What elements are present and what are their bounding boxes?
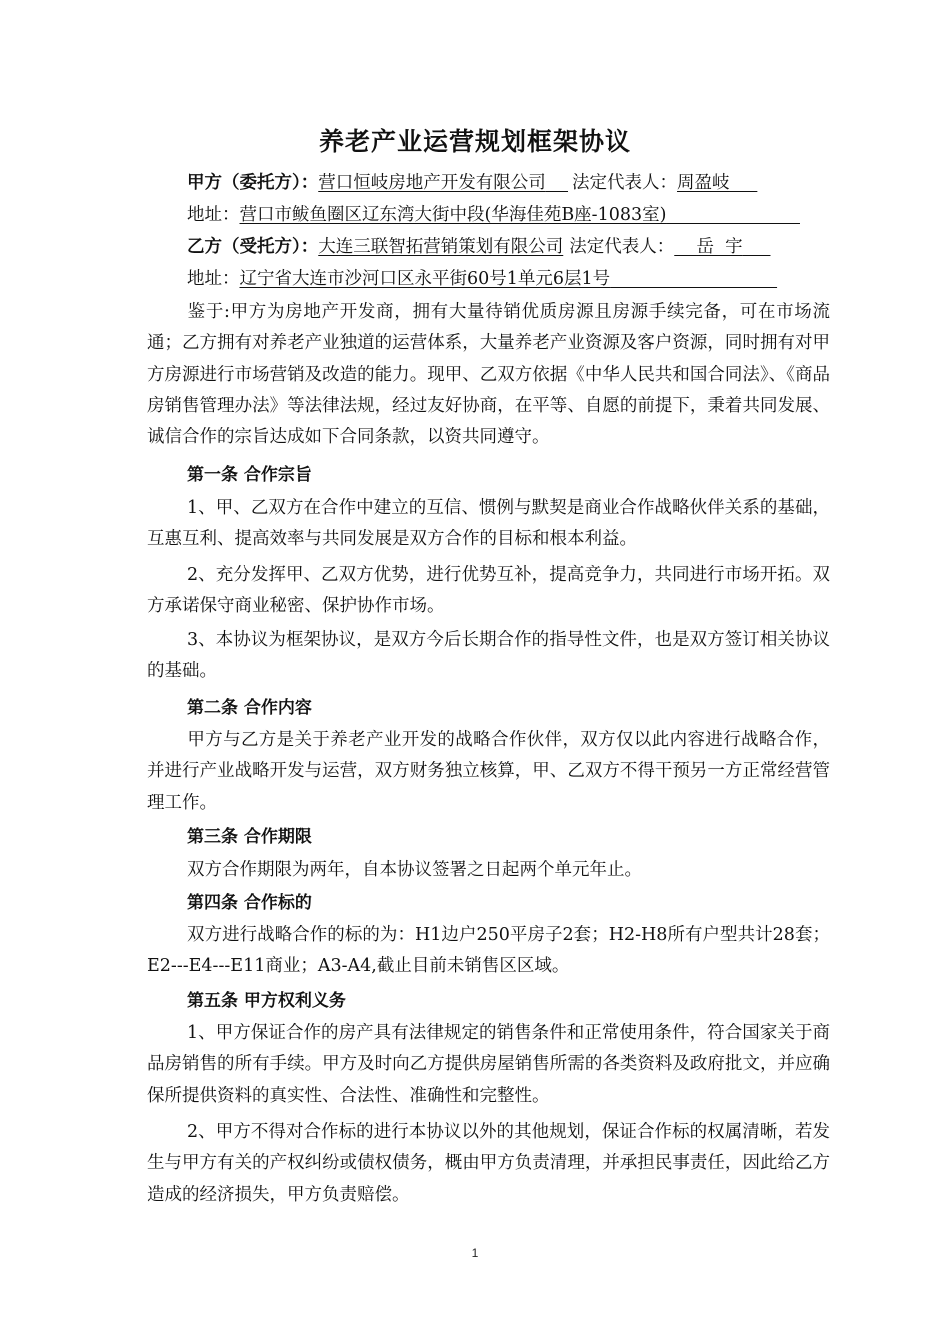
party-a-name: 营口恒岐房地产开发有限公司 xyxy=(318,173,546,193)
preamble-paragraph: 鉴于:甲方为房地产开发商，拥有大量待销优质房源且房源手续完备，可在市场流通；乙方拥有对养老产业独道的运营体系，大量养老产业资源及客户资源，同时拥有对甲方房源进行市场营销及改造的能力。现甲、乙双方依据《中华人民共和国合同法》、《商品房销售管理办法》等法律法规，经过友好协商，在平等、自愿的前提下，秉着共同发展、诚信合作的宗旨达成如下合同条款，以资共同遵守。 xyxy=(147,302,830,448)
party-a-label: 甲方（委托方）： xyxy=(187,173,319,193)
article-4-paragraph-1: 双方进行战略合作的标的为：H1边户250平房子2套；H2-H8所有户型共计28套；E2---E4---E11商业；A3-A4,截止目前未销售区区域。 xyxy=(147,925,830,977)
party-b-address: 辽宁省大连市沙河口区永平街60号1单元6层1号 xyxy=(239,269,611,289)
article-1-paragraph-2: 2、充分发挥甲、乙双方优势，进行优势互补，提高竞争力，共同进行市场开拓。双方承诺保守商业秘密、保护协作市场。 xyxy=(147,565,830,617)
party-b-rep-name: 岳 宇 xyxy=(696,237,743,257)
party-a-line xyxy=(187,171,757,195)
party-a-address-line xyxy=(187,203,800,227)
party-b-label: 乙方（受托方）： xyxy=(187,237,319,257)
party-a-address-label: 地址： xyxy=(187,205,240,225)
party-a-rep-name: 周盈岐 xyxy=(677,173,730,193)
party-a-address: 营口市鲅鱼圈区辽东湾大街中段(华海佳苑B座-1083室) xyxy=(239,205,667,225)
article-2-paragraph-1: 甲方与乙方是关于养老产业开发的战略合作伙伴，双方仅以此内容进行战略合作，并进行产业战略开发与运营，双方财务独立核算，甲、乙双方不得干预另一方正常经营管理工作。 xyxy=(147,730,830,813)
article-4-heading: 第四条 合作标的 xyxy=(187,893,312,913)
article-1-heading: 第一条 合作宗旨 xyxy=(187,465,312,485)
article-5-paragraph-1: 1、甲方保证合作的房产具有法律规定的销售条件和正常使用条件，符合国家关于商品房销售的所有手续。甲方及时向乙方提供房屋销售所需的各类资料及政府批文，并应确保所提供资料的真实性、合法性、准确性和完整性。 xyxy=(147,1023,830,1106)
party-b-address-label: 地址： xyxy=(187,269,240,289)
page-number: 1 xyxy=(471,1246,479,1260)
document-title: 养老产业运营规划框架协议 xyxy=(318,127,631,156)
party-b-line xyxy=(187,235,770,259)
article-3-heading: 第三条 合作期限 xyxy=(187,827,312,847)
party-b-address-line xyxy=(187,267,777,291)
article-1-paragraph-3: 3、本协议为框架协议，是双方今后长期合作的指导性文件，也是双方签订相关协议的基础。 xyxy=(147,630,830,682)
article-2-heading: 第二条 合作内容 xyxy=(187,698,312,718)
article-5-heading: 第五条 甲方权利义务 xyxy=(187,991,346,1011)
article-3-paragraph-1: 双方合作期限为两年，自本协议签署之日起两个单元年止。 xyxy=(187,860,642,880)
party-b-name: 大连三联智拓营销策划有限公司 xyxy=(318,237,564,257)
article-5-paragraph-2: 2、甲方不得对合作标的进行本协议以外的其他规划，保证合作标的权属清晰，若发生与甲方有关的产权纠纷或债权债务，概由甲方负责清理，并承担民事责任，因此给乙方造成的经济损失，甲方负责赔偿。 xyxy=(147,1122,830,1205)
article-1-paragraph-1: 1、甲、乙双方在合作中建立的互信、惯例与默契是商业合作战略伙伴关系的基础，互惠互利、提高效率与共同发展是双方合作的目标和根本利益。 xyxy=(147,498,830,550)
party-b-rep-label: 法定代表人： xyxy=(569,237,675,257)
party-a-rep-label: 法定代表人： xyxy=(572,173,678,193)
